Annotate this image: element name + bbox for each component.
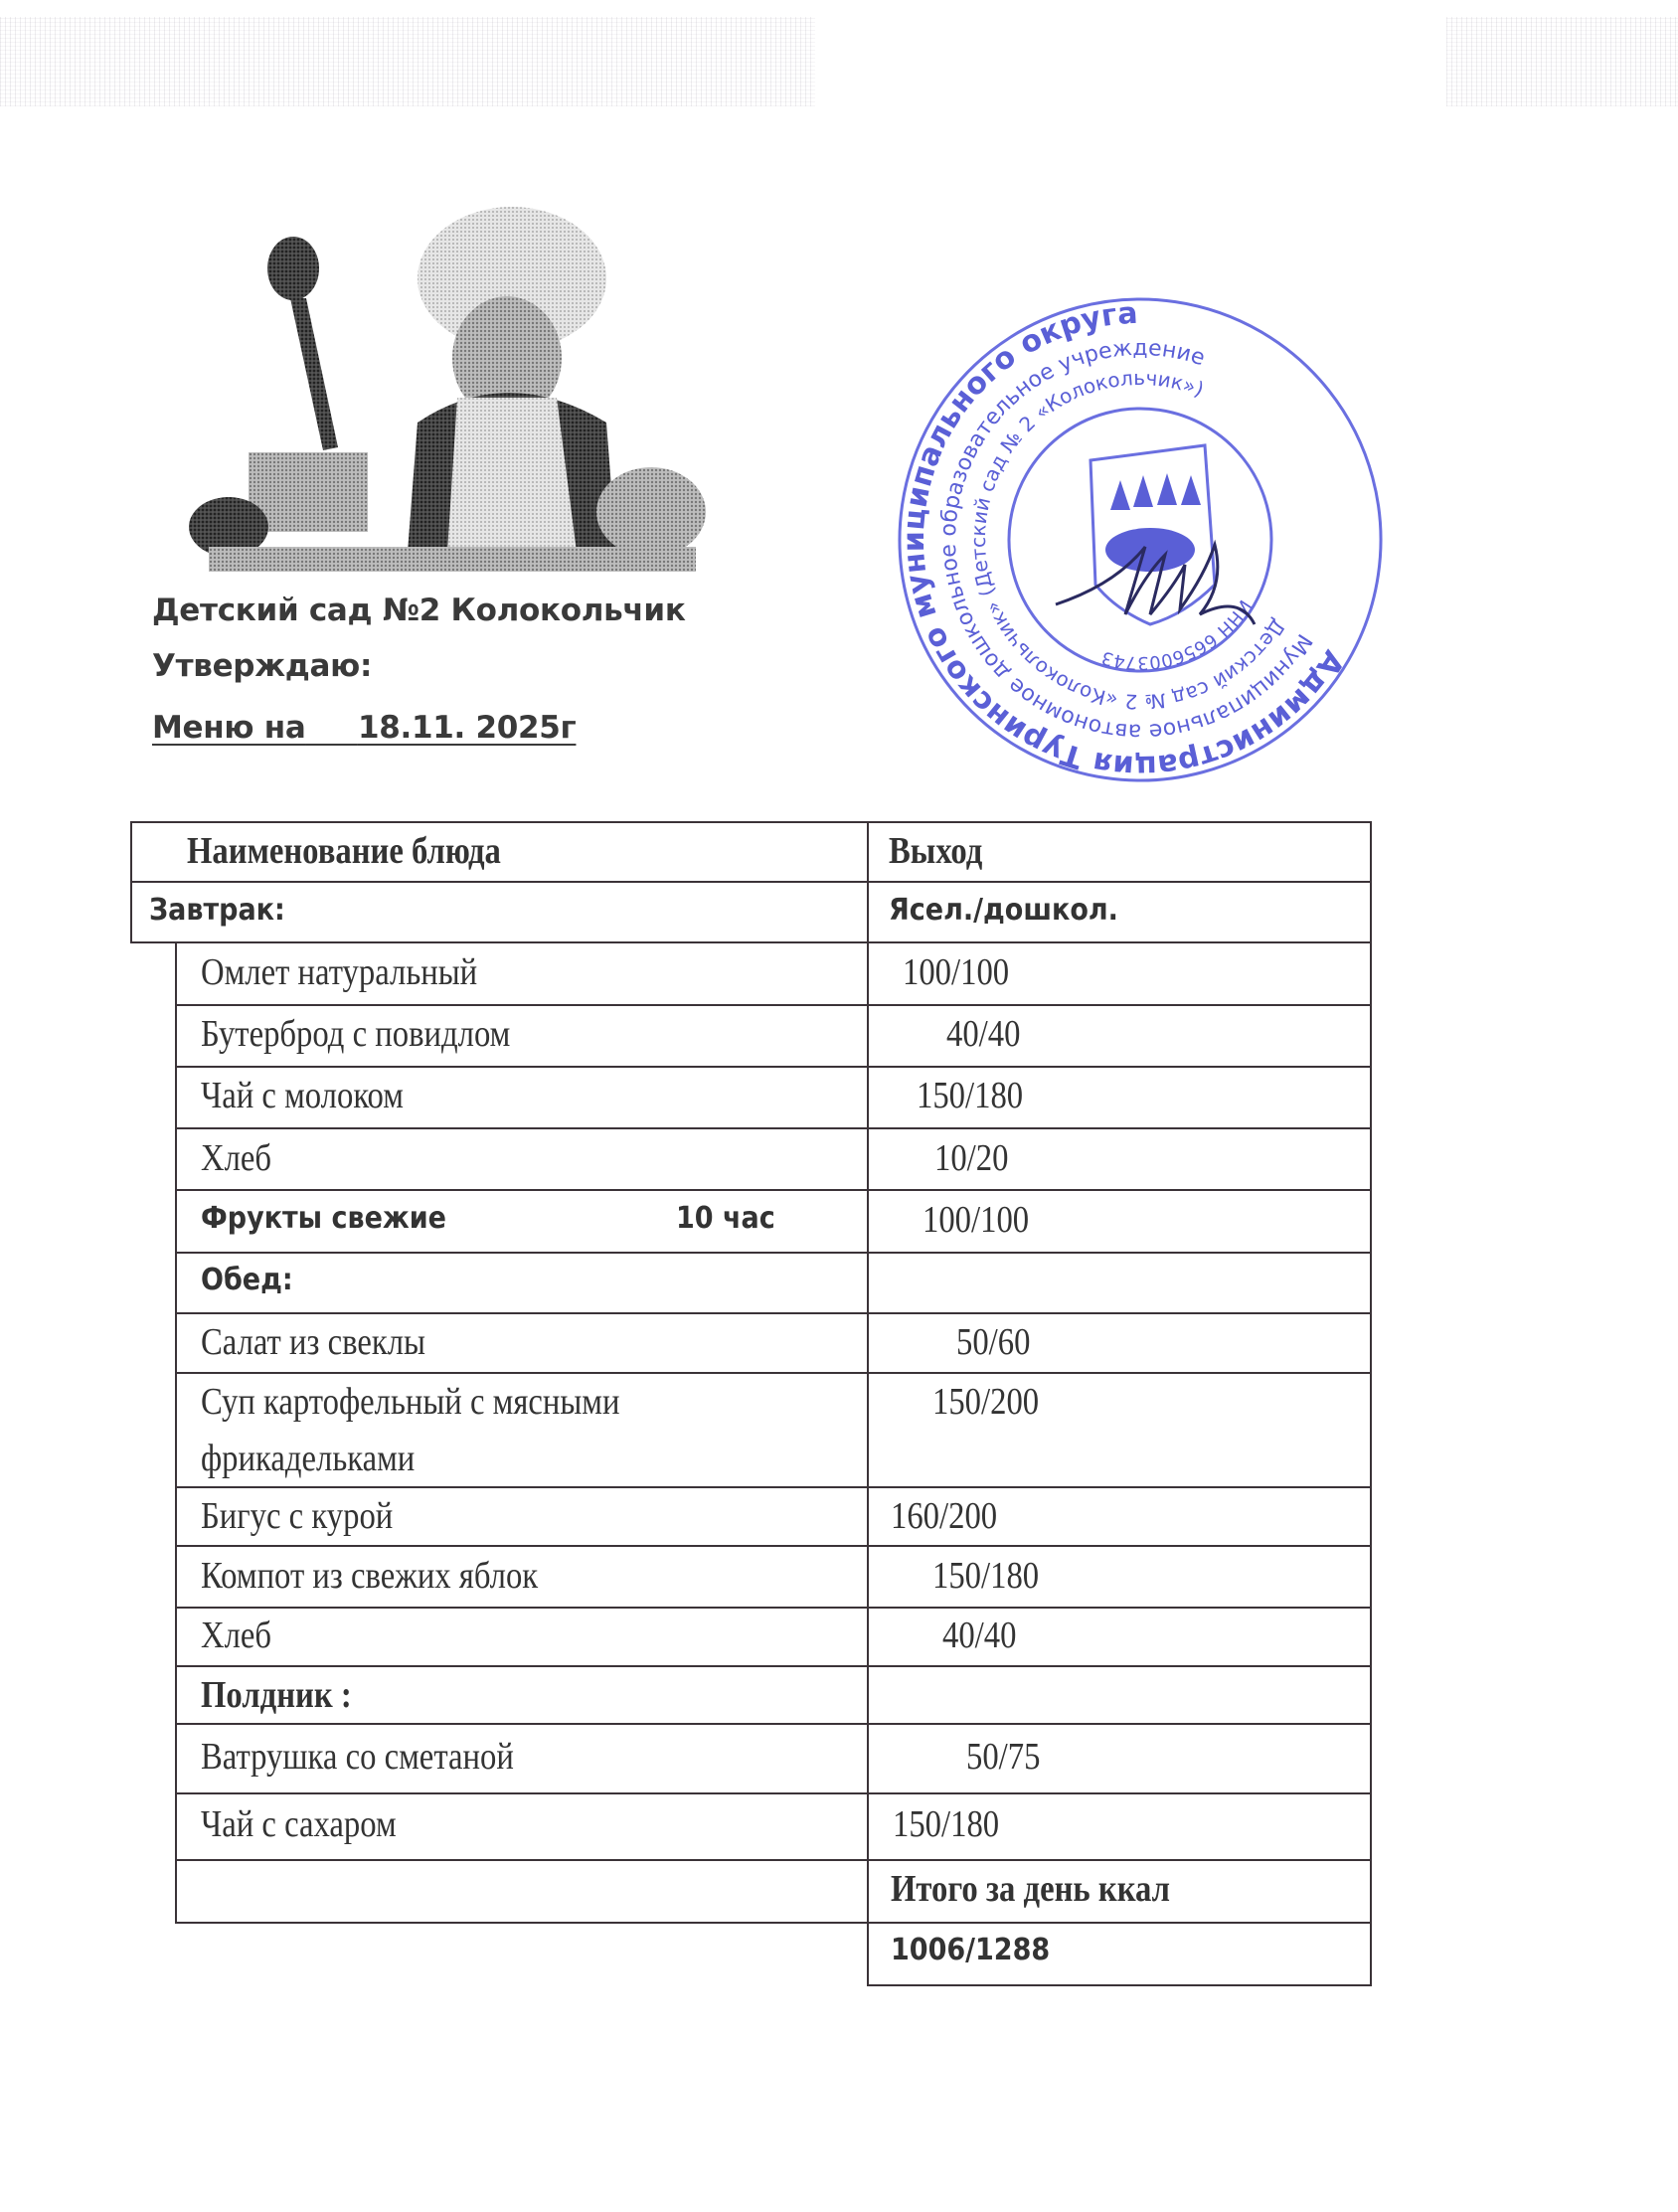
snack-time: 10 час (676, 1201, 775, 1236)
dish-name: Хлеб (201, 1615, 272, 1656)
dish-name: Бигус с курой (201, 1495, 394, 1537)
stamp-outer-text: Администрация Туринского муниципального округа (896, 295, 1351, 784)
dish-output: 40/40 (946, 1013, 1021, 1055)
menu-label: Меню на (152, 710, 306, 746)
col-header-dish: Наименование блюда (187, 830, 501, 872)
dish-name: Чай с молоком (201, 1075, 404, 1116)
dish-output: 150/180 (932, 1555, 1040, 1597)
dish-name: Фрукты свежие (201, 1201, 447, 1236)
table-border (175, 1859, 1372, 1861)
child-chef-photo (189, 194, 706, 577)
scan-noise-right (1446, 17, 1678, 106)
dish-output: 50/75 (966, 1736, 1041, 1778)
table-border (175, 1252, 1372, 1254)
scan-noise-left (0, 17, 815, 106)
dish-name: Ватрушка со сметаной (201, 1736, 514, 1778)
dish-output: 150/200 (932, 1381, 1040, 1423)
table-border (175, 1545, 1372, 1547)
approve-label: Утверждаю: (152, 648, 373, 684)
table-border (130, 821, 132, 943)
dish-name: Компот из свежих яблок (201, 1555, 539, 1597)
menu-date: 18.11. 2025г (357, 710, 577, 746)
table-border (175, 1127, 1372, 1129)
menu-spacer (305, 710, 357, 746)
table-border (175, 1372, 1372, 1374)
meal-afternoon-snack: Полдник : (201, 1674, 352, 1716)
col-header-output: Выход (889, 830, 983, 872)
dish-output: 150/180 (917, 1075, 1024, 1116)
table-border (175, 1189, 1372, 1191)
menu-title (152, 710, 576, 746)
org-name: Детский сад №2 Колокольчик (152, 593, 686, 628)
table-border (175, 1066, 1372, 1068)
stamp-middle-text: Муниципальное автономное дошкольное образовательное учреждение (935, 335, 1317, 745)
meal-breakfast: Завтрак: (149, 893, 285, 928)
dish-name-cont: фрикадельками (201, 1438, 416, 1479)
dish-output: 150/180 (893, 1803, 1000, 1845)
dish-name: Суп картофельный с мясными (201, 1381, 620, 1423)
table-border (130, 881, 1372, 883)
dish-name: Хлеб (201, 1137, 272, 1179)
stamp-inner-text: Детский сад № 2 «Колокольчик» (Детский сад № 2 «Колокольчик») (965, 365, 1291, 715)
dish-output: 50/60 (956, 1321, 1031, 1363)
table-border (175, 1486, 1372, 1488)
dish-name: Чай с сахаром (201, 1803, 397, 1845)
coat-of-arms-icon (1091, 445, 1215, 624)
dish-output: 100/100 (923, 1199, 1030, 1241)
table-border (175, 1004, 1372, 1006)
stamp-inn: ИНН 6656003743 (1098, 596, 1256, 674)
dish-output: 100/100 (903, 951, 1010, 993)
table-border (175, 1607, 1372, 1609)
dish-name: Омлет натуральный (201, 951, 478, 993)
table-border (175, 1665, 1372, 1667)
dish-output: 10/20 (934, 1137, 1009, 1179)
total-value: 1006/1288 (891, 1933, 1051, 1967)
table-border (867, 1984, 1372, 1986)
table-border (867, 821, 869, 1986)
official-stamp (887, 286, 1394, 793)
table-border (175, 1312, 1372, 1314)
dish-name: Салат из свеклы (201, 1321, 425, 1363)
dish-name: Бутерброд с повидлом (201, 1013, 511, 1055)
table-border (130, 821, 1372, 823)
table-border (130, 941, 1372, 943)
meal-lunch: Обед: (201, 1263, 293, 1297)
portions-label: Ясел./дошкол. (889, 893, 1118, 928)
dish-output: 40/40 (942, 1615, 1017, 1656)
dish-output: 160/200 (891, 1495, 998, 1537)
table-border (175, 1723, 1372, 1725)
table-border (1370, 821, 1372, 1986)
table-border (175, 941, 177, 1924)
total-label: Итого за день ккал (891, 1868, 1171, 1910)
table-border (175, 1922, 1372, 1924)
table-border (175, 1792, 1372, 1794)
